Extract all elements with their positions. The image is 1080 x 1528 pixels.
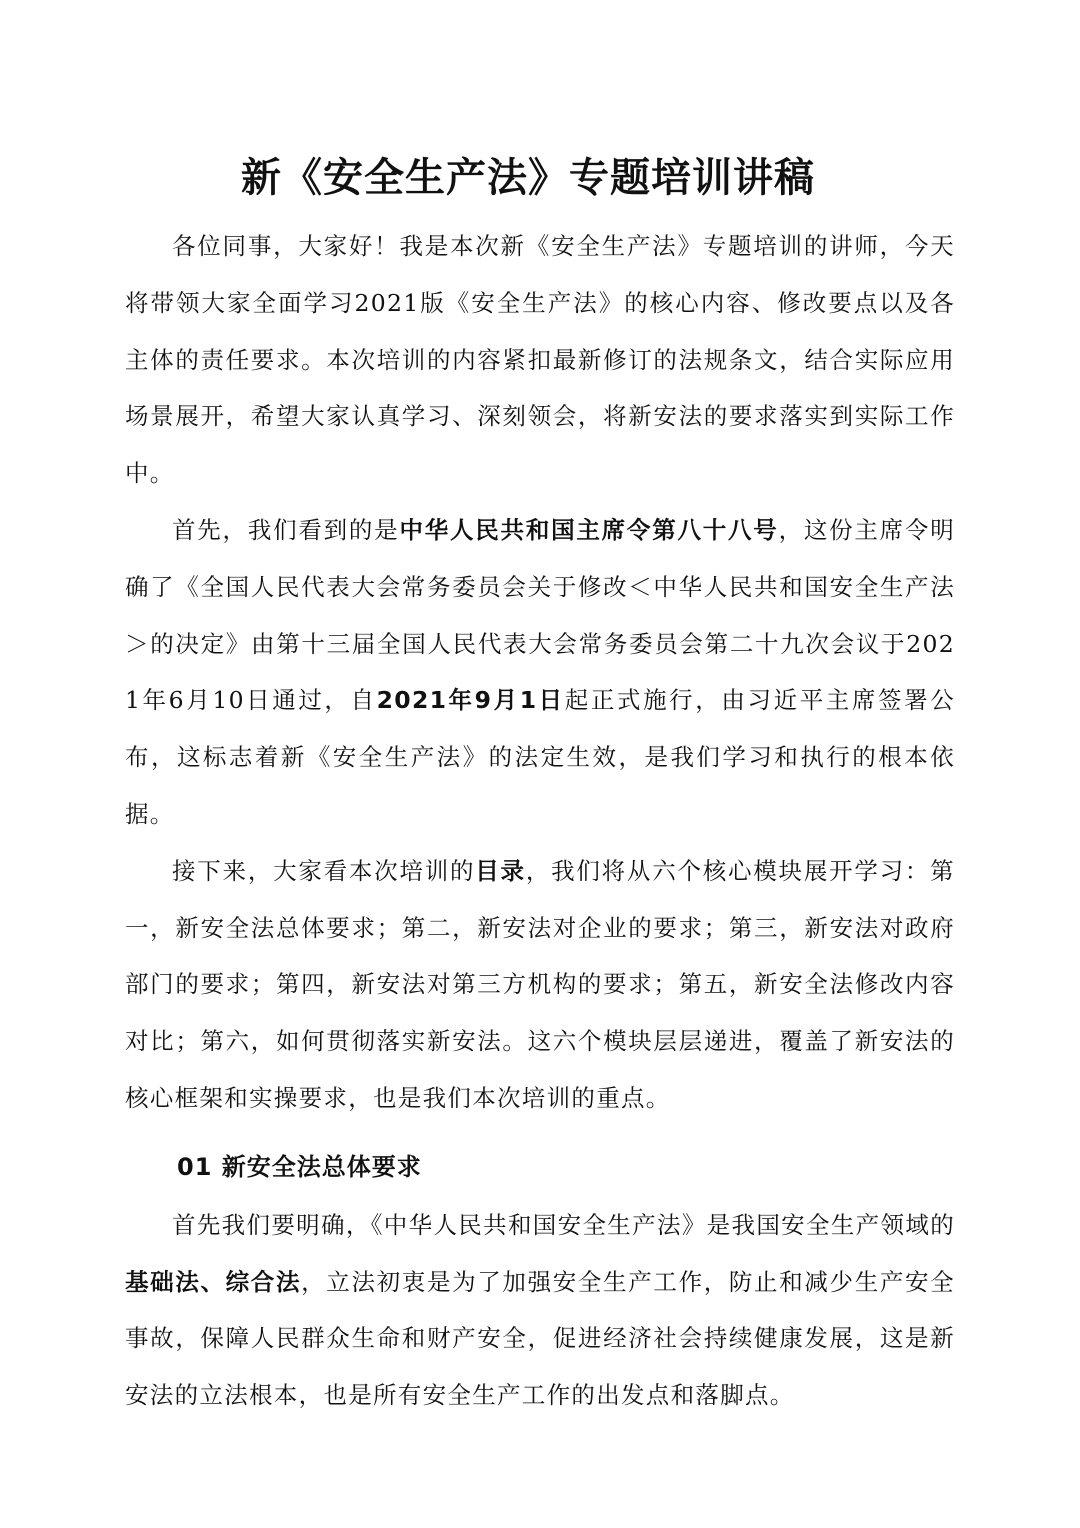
text-run: 接下来，大家看本次培训的 <box>172 856 476 885</box>
effective-date-emphasis: 2021年9月1日 <box>376 686 565 715</box>
presidential-order-paragraph <box>125 502 955 843</box>
text-run: 起正式施行，由习近平主席签署公布，这标志着新《安全生产法》的法定生效，是我们学习和执行的根本依据。 <box>125 686 956 828</box>
document-title: 新《安全生产法》专题培训讲稿 <box>241 155 815 201</box>
section1-paragraph <box>125 1197 955 1424</box>
outline-paragraph <box>125 843 955 1127</box>
text-run: ，我们将从六个核心模块展开学习：第一，新安全法总体要求；第二，新安法对企业的要求；第三，新安法对政府部门的要求；第四，新安法对第三方机构的要求；第五，新安全法修改内容对比；第六，如何贯彻落实新安法。这六个模块层层递进，覆盖了新安法的核心框架和实操要求，也是我们本次培训的重点。 <box>125 856 955 1112</box>
text-run: 首先，我们看到的是 <box>172 515 400 544</box>
section-heading: 01 新安全法总体要求 <box>177 1152 422 1181</box>
outline-emphasis: 目录 <box>475 856 526 885</box>
document-body <box>125 218 955 1424</box>
order-number-emphasis: 中华人民共和国主席令第八十八号 <box>399 515 779 544</box>
law-type-emphasis: 基础法、综合法 <box>125 1267 302 1296</box>
text-run: ，这份主席令明确了《全国人民代表大会常务委员会关于修改＜中华人民共和国安全生产法＞的决定》由第十三届全国人民代表大会常务委员会第二十九次会议于2021年6月10日通过，自 <box>125 515 955 715</box>
intro-paragraph: 各位同事，大家好！我是本次新《安全生产法》专题培训的讲师，今天将带领大家全面学习2021版《安全生产法》的核心内容、修改要点以及各主体的责任要求。本次培训的内容紧扣最新修订的法规条文，结合实际应用场景展开，希望大家认真学习、深刻领会，将新安法的要求落实到实际工作中。 <box>125 232 955 488</box>
text-run: ，立法初衷是为了加强安全生产工作，防止和减少生产安全事故，保障人民群众生命和财产安全，促进经济社会持续健康发展，这是新安法的立法根本，也是所有安全生产工作的出发点和落脚点。 <box>125 1267 955 1410</box>
text-run: 首先我们要明确，《中华人民共和国安全生产法》是我国安全生产领域的 <box>172 1210 955 1239</box>
